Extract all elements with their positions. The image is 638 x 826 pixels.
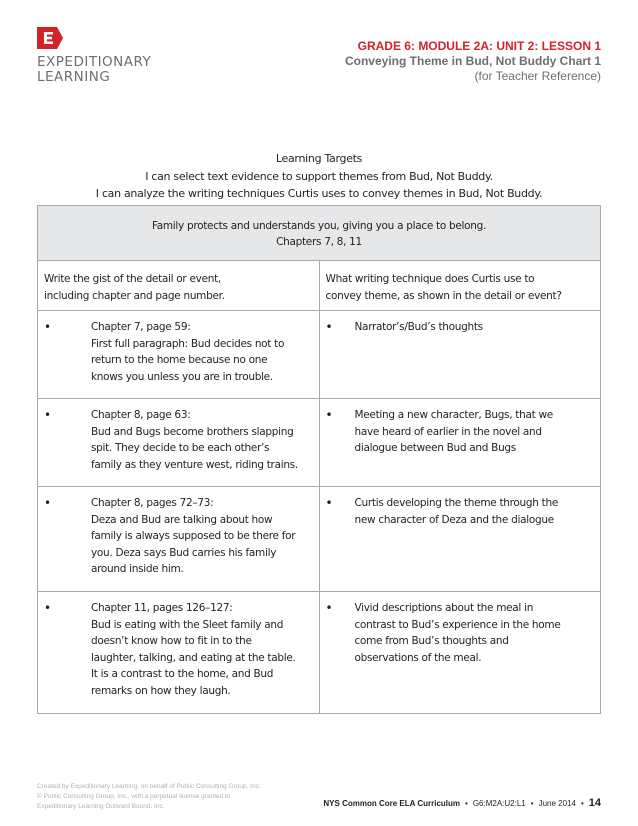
column-header-row <box>38 261 601 311</box>
separator: • <box>465 799 468 808</box>
detail-line: Chapter 11, pages 126–127: <box>91 602 233 614</box>
bullet-icon: • <box>325 320 333 334</box>
detail-cell <box>38 487 320 592</box>
detail-line: doesn’t know how to fit in to the <box>91 635 252 647</box>
detail-line: family is always supposed to be there for <box>91 530 296 542</box>
detail-line: around inside him. <box>91 563 184 575</box>
bullet-icon: • <box>44 496 51 510</box>
detail-line: Deza and Bud are talking about how <box>91 513 273 526</box>
technique-line: observations of the meal. <box>354 651 482 664</box>
detail-cell <box>38 311 320 399</box>
curriculum-name: NYS Common Core ELA Curriculum <box>323 799 461 808</box>
lesson-code: G6:M2A:U2:L1 <box>472 799 526 808</box>
detail-line: Chapter 8, pages 72–73: <box>91 497 214 509</box>
chart-subtitle: (for Teacher Reference) <box>474 69 601 83</box>
detail-line: spit. They decide to be each other’s <box>91 442 270 454</box>
technique-cell <box>319 487 601 592</box>
technique-line: come from Bud’s thoughts and <box>354 635 509 647</box>
learning-target-2: I can analyze the writing techniques Curtis uses to convey themes in Bud, Not Buddy. <box>95 187 543 200</box>
list-item <box>326 407 595 457</box>
list-item <box>44 600 313 699</box>
bullet-icon: • <box>44 601 51 615</box>
detail-line: you. Deza says Bud carries his family <box>91 546 277 559</box>
table-row <box>38 399 601 487</box>
table-row <box>38 487 601 592</box>
publish-date: June 2014 <box>538 799 576 808</box>
theme-row <box>38 206 601 261</box>
technique-line: dialogue between Bud and Bugs <box>354 442 516 454</box>
detail-line: return to the home because no one <box>91 354 268 366</box>
bullet-icon: • <box>44 408 51 422</box>
technique-cell <box>319 311 601 399</box>
technique-text <box>355 319 595 336</box>
learning-targets-heading: Learning Targets <box>275 152 363 165</box>
theme-cell <box>38 206 601 261</box>
column-header-gist-line-2: including chapter and page number. <box>44 289 225 302</box>
detail-text <box>91 407 313 473</box>
technique-line: new character of Deza and the dialogue <box>354 513 554 526</box>
copyright-line-2: © Public Consulting Group, Inc., with a perpetual license granted to <box>37 793 231 800</box>
detail-text <box>91 319 313 385</box>
technique-text <box>355 495 595 528</box>
page-footer <box>323 797 601 809</box>
table-row <box>38 311 601 399</box>
bullet-icon: • <box>325 496 333 510</box>
logo-wordmark <box>37 55 151 85</box>
list-item <box>44 495 313 578</box>
detail-line: family as they venture west, riding trains. <box>91 458 298 471</box>
bullet-icon: • <box>325 408 333 422</box>
detail-cell <box>38 399 320 487</box>
list-item <box>326 319 595 336</box>
technique-line: Vivid descriptions about the meal in <box>354 602 534 614</box>
detail-line: remarks on how they laugh. <box>91 684 231 697</box>
column-header-technique <box>319 261 601 311</box>
logo-e-mark-icon <box>37 27 63 49</box>
theme-chart-table <box>37 205 601 714</box>
logo-line-2: LEARNING <box>37 69 111 85</box>
detail-line: Chapter 8, page 63: <box>91 409 191 421</box>
technique-line: Meeting a new character, Bugs, that we <box>354 409 553 421</box>
technique-cell <box>319 399 601 487</box>
table-row <box>38 592 601 714</box>
copyright-notice <box>37 782 261 812</box>
column-header-technique-line-1: What writing technique does Curtis use to <box>325 273 535 285</box>
learning-targets <box>37 150 601 203</box>
detail-line: First full paragraph: Bud decides not to <box>91 337 285 350</box>
list-item <box>326 495 595 528</box>
list-item <box>44 319 313 385</box>
separator: • <box>580 799 584 808</box>
detail-cell <box>38 592 320 714</box>
technique-cell <box>319 592 601 714</box>
logo-line-1: EXPEDITIONARY <box>37 54 152 70</box>
technique-text <box>355 407 595 457</box>
list-item <box>44 407 313 473</box>
detail-text <box>91 495 313 578</box>
detail-line: laughter, talking, and eating at the table. <box>91 651 296 664</box>
technique-text <box>355 600 595 666</box>
copyright-line-1: Created by Expeditionary Learning, on behalf of Public Consulting Group, Inc. <box>37 783 261 790</box>
separator: • <box>530 799 534 808</box>
copyright-line-3: Expeditionary Learning Outward Bound, Inc. <box>37 803 165 810</box>
lesson-title: GRADE 6: MODULE 2A: UNIT 2: LESSON 1 <box>357 39 601 53</box>
bullet-icon: • <box>325 601 333 615</box>
page-number: 14 <box>588 797 601 809</box>
detail-text <box>91 600 313 699</box>
expeditionary-learning-logo <box>37 27 177 93</box>
technique-line: Curtis developing the theme through the <box>354 497 558 509</box>
technique-line: have heard of earlier in the novel and <box>354 425 542 438</box>
detail-line: Bud is eating with the Sleet family and <box>91 618 284 631</box>
theme-chapters: Chapters 7, 8, 11 <box>276 236 362 248</box>
technique-line: contrast to Bud’s experience in the home <box>354 618 561 631</box>
column-header-gist <box>38 261 320 311</box>
lesson-header <box>345 39 601 84</box>
technique-line: Narrator’s/Bud’s thoughts <box>354 321 483 333</box>
detail-line: knows you unless you are in trouble. <box>91 370 273 383</box>
detail-line: Bud and Bugs become brothers slapping <box>91 425 294 438</box>
chart-title: Conveying Theme in Bud, Not Buddy Chart 1 <box>344 54 601 68</box>
bullet-icon: • <box>44 320 51 334</box>
learning-target-1: I can select text evidence to support themes from Bud, Not Buddy. <box>145 169 493 183</box>
detail-line: Chapter 7, page 59: <box>91 321 191 333</box>
list-item <box>326 600 595 666</box>
theme-statement: Family protects and understands you, giving you a place to belong. <box>151 220 487 232</box>
detail-line: It is a contrast to the home, and Bud <box>91 668 274 680</box>
column-header-technique-line-2: convey theme, as shown in the detail or event? <box>325 289 562 302</box>
column-header-gist-line-1: Write the gist of the detail or event, <box>44 273 221 285</box>
